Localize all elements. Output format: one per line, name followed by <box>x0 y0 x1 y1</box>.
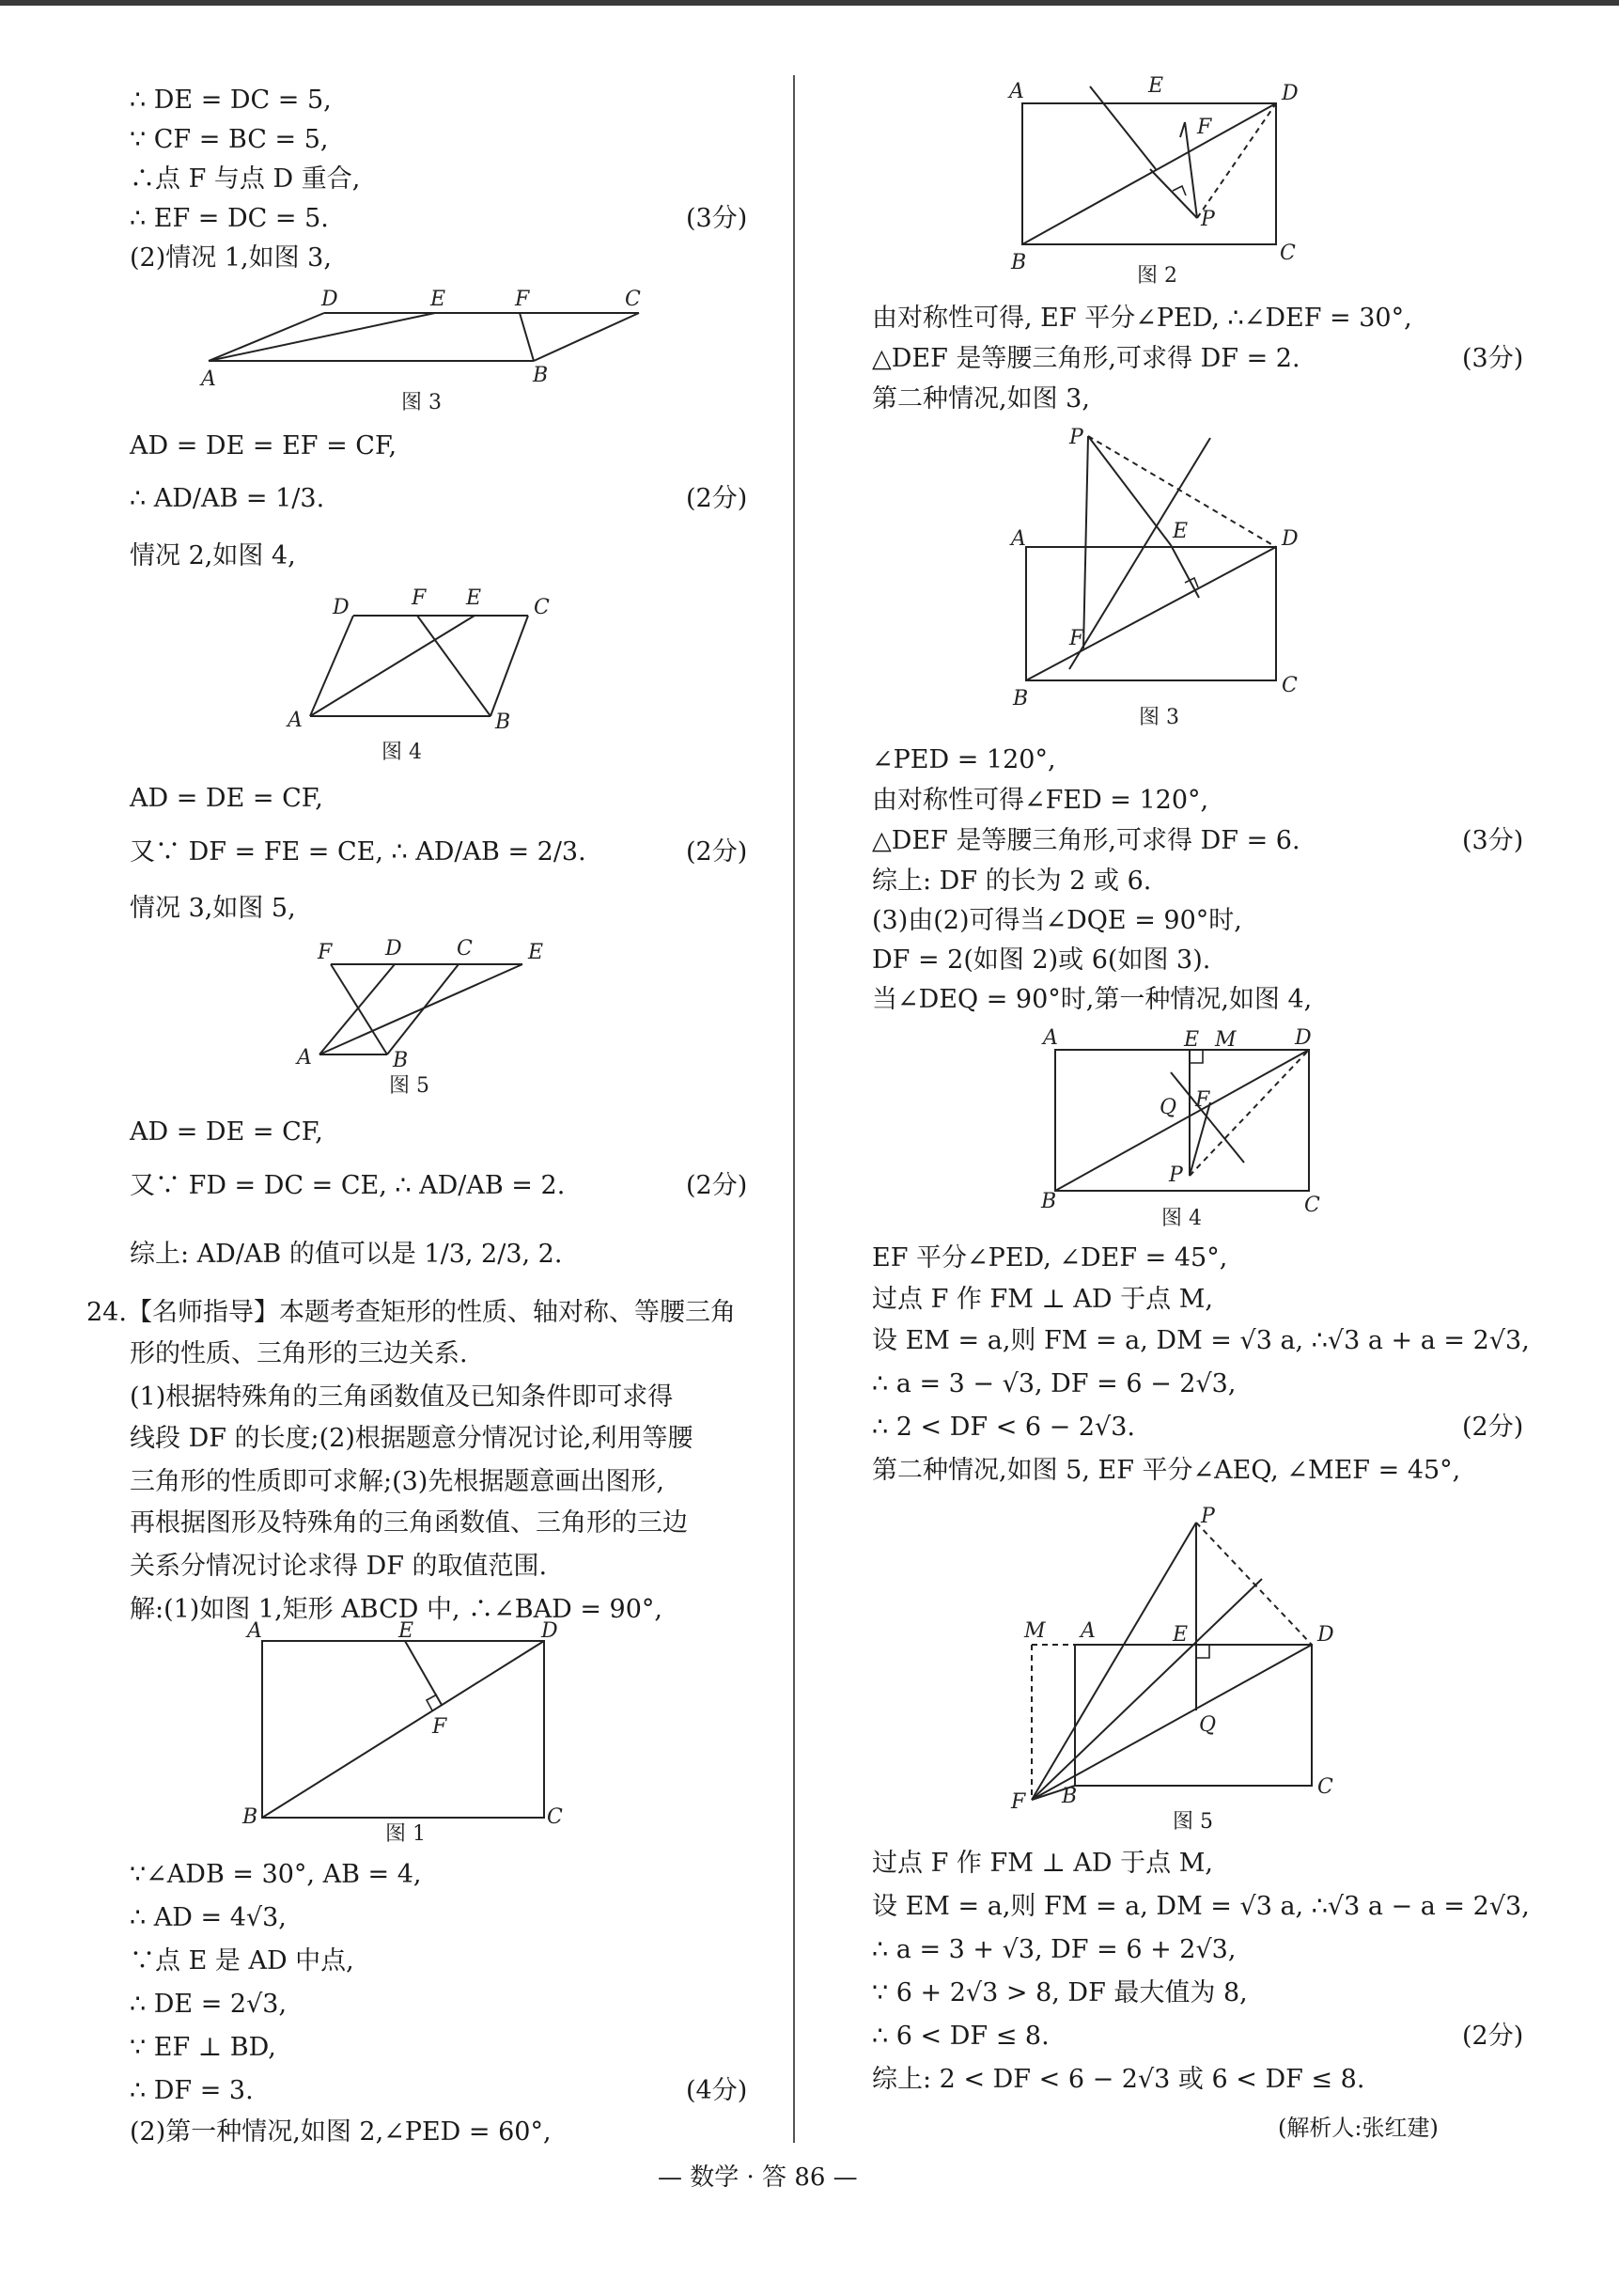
page-footer: — 数学 · 答 86 — <box>658 2163 858 2192</box>
label-F: F <box>1195 1088 1210 1112</box>
figure-2 <box>797 66 1619 291</box>
score: (3分) <box>1462 826 1524 855</box>
label-C: C <box>1317 1775 1333 1799</box>
label-E: E <box>1184 1028 1200 1052</box>
text-line: ∴ 2 < DF < 6 − 2√3. <box>872 1413 1136 1442</box>
label-Q: Q <box>1199 1713 1217 1737</box>
text-line: ∴ EF = DC = 5. <box>130 204 329 233</box>
label-D: D <box>1282 527 1299 551</box>
label-C: C <box>1304 1194 1320 1217</box>
text-line: (3)由(2)可得当∠DQE = 90°时, <box>872 906 1242 935</box>
label-F: F <box>515 288 530 311</box>
label-M: M <box>1215 1028 1237 1052</box>
text-line: EF 平分∠PED, ∠DEF = 45°, <box>872 1243 1228 1273</box>
text-line: ∵ CF = BC = 5, <box>130 125 329 154</box>
text-line: ∴ AD/AB = 1/3. <box>130 484 325 513</box>
text-line: 第二种情况,如图 5, EF 平分∠AEQ, ∠MEF = 45°, <box>872 1456 1461 1485</box>
text-line: DF = 2(如图 2)或 6(如图 3). <box>872 945 1211 975</box>
text-line: ∴ 6 < DF ≤ 8. <box>872 2022 1050 2051</box>
label-A: A <box>297 1046 312 1070</box>
label-C: C <box>547 1805 563 1829</box>
text-line: ∴点 F 与点 D 重合, <box>130 164 361 194</box>
label-D: D <box>1295 1026 1312 1050</box>
text-line: ∴ a = 3 + √3, DF = 6 + 2√3, <box>872 1935 1237 1964</box>
label-P: P <box>1201 208 1215 231</box>
text-line: 24.【名师指导】本题考查矩形的性质、轴对称、等腰三角 <box>86 1298 736 1327</box>
figure-caption: 图 3 <box>401 391 442 414</box>
label-E: E <box>430 288 446 311</box>
figure-caption: 图 4 <box>1161 1207 1202 1230</box>
text-line: 又∵ DF = FE = CE, ∴ AD/AB = 2/3. <box>130 837 586 867</box>
label-A: A <box>1043 1026 1058 1050</box>
text-line: 设 EM = a,则 FM = a, DM = √3 a, ∴√3 a + a = 2√3, <box>872 1326 1530 1355</box>
label-B: B <box>1062 1785 1078 1808</box>
score: (3分) <box>686 204 748 233</box>
text-line: 过点 F 作 FM ⊥ AD 于点 M, <box>872 1849 1213 1878</box>
label-Q: Q <box>1160 1096 1177 1119</box>
label-E: E <box>1173 520 1189 543</box>
label-E: E <box>466 586 482 610</box>
label-F: F <box>318 941 333 964</box>
figure-caption: 图 1 <box>385 1822 426 1846</box>
left-column <box>0 0 794 2218</box>
text-line: AD = DE = CF, <box>130 784 323 813</box>
text-line: △DEF 是等腰三角形,可求得 DF = 2. <box>872 344 1300 373</box>
score: (2分) <box>686 484 748 513</box>
column-divider <box>793 75 795 2143</box>
label-A: A <box>1009 80 1024 103</box>
text-line: 情况 2,如图 4, <box>130 541 296 570</box>
text-line: (2)情况 1,如图 3, <box>130 243 332 273</box>
text-line: ∴ DE = DC = 5, <box>130 86 332 115</box>
text-line: 第二种情况,如图 3, <box>872 384 1090 414</box>
label-A: A <box>247 1619 262 1643</box>
text-line: ∵ 6 + 2√3 > 8, DF 最大值为 8, <box>872 1978 1248 2007</box>
text-line: ∴ DE = 2√3, <box>130 1990 288 2019</box>
score: (3分) <box>1462 344 1524 373</box>
text-line: AD = DE = EF = CF, <box>130 431 397 461</box>
label-A: A <box>1081 1619 1096 1643</box>
label-F: F <box>432 1715 447 1739</box>
text-line: 当∠DEQ = 90°时,第一种情况,如图 4, <box>872 985 1313 1014</box>
figure-3 <box>0 282 794 432</box>
text-line: ∠PED = 120°, <box>872 745 1056 774</box>
label-B: B <box>1011 251 1027 274</box>
figure-4 <box>0 578 794 766</box>
label-D: D <box>541 1619 558 1643</box>
label-B: B <box>1041 1190 1057 1213</box>
text-line: 关系分情况讨论求得 DF 的取值范围. <box>130 1552 548 1581</box>
figure-5 <box>0 930 794 1100</box>
label-C: C <box>534 596 550 619</box>
label-D: D <box>333 596 350 619</box>
text-line: (1)根据特殊角的三角函数值及已知条件即可求得 <box>130 1382 674 1412</box>
label-F: F <box>1069 627 1084 650</box>
text-line: ∵点 E 是 AD 中点, <box>130 1946 354 1976</box>
label-F: F <box>1011 1790 1026 1814</box>
label-B: B <box>242 1805 258 1829</box>
text-line: ∴ DF = 3. <box>130 2076 254 2105</box>
text-line: 又∵ FD = DC = CE, ∴ AD/AB = 2. <box>130 1171 566 1200</box>
score: (2分) <box>686 1171 748 1200</box>
label-A: A <box>201 367 216 391</box>
figure-1 <box>0 1619 794 1851</box>
text-line: 解:(1)如图 1,矩形 ABCD 中, ∴∠BAD = 90°, <box>130 1595 662 1624</box>
label-P: P <box>1201 1505 1215 1528</box>
text-line: ∵ EF ⊥ BD, <box>130 2033 276 2062</box>
label-D: D <box>321 288 338 311</box>
score: (2分) <box>1462 1413 1524 1442</box>
label-M: M <box>1024 1619 1046 1643</box>
text-line: AD = DE = CF, <box>130 1117 323 1147</box>
text-line: (2)第一种情况,如图 2,∠PED = 60°, <box>130 2117 552 2147</box>
label-A: A <box>288 709 303 732</box>
label-B: B <box>1013 687 1029 711</box>
label-C: C <box>1280 242 1296 265</box>
text-line: 再根据图形及特殊角的三角函数值、三角形的三边 <box>130 1508 688 1538</box>
label-F: F <box>1197 116 1212 139</box>
label-P: P <box>1069 426 1083 449</box>
figure-5-right <box>797 1494 1619 1814</box>
text-line: 情况 3,如图 5, <box>130 894 296 923</box>
figure-caption: 图 2 <box>1137 264 1177 288</box>
text-line: 综上: DF 的长为 2 或 6. <box>872 867 1152 896</box>
label-A: A <box>1011 527 1026 551</box>
text-line: 设 EM = a,则 FM = a, DM = √3 a, ∴√3 a − a = 2√3, <box>872 1892 1530 1921</box>
label-C: C <box>1282 674 1298 697</box>
label-B: B <box>393 1049 409 1072</box>
label-E: E <box>528 941 544 964</box>
text-line: 过点 F 作 FM ⊥ AD 于点 M, <box>872 1285 1213 1314</box>
score: (2分) <box>1462 2022 1524 2051</box>
text-line: 线段 DF 的长度;(2)根据题意分情况讨论,利用等腰 <box>130 1424 693 1453</box>
right-column <box>797 0 1619 2218</box>
label-B: B <box>533 364 549 387</box>
label-P: P <box>1169 1164 1183 1187</box>
figure-caption: 图 5 <box>389 1074 429 1098</box>
figure-caption: 图 5 <box>1173 1810 1213 1834</box>
text-line: △DEF 是等腰三角形,可求得 DF = 6. <box>872 826 1300 855</box>
score: (2分) <box>686 837 748 867</box>
analyst-signature: (解析人:张红建) <box>1278 2115 1439 2141</box>
text-line: 由对称性可得∠FED = 120°, <box>872 786 1209 815</box>
figure-caption: 图 4 <box>381 741 422 764</box>
label-C: C <box>457 937 473 961</box>
label-D: D <box>1317 1623 1334 1647</box>
text-line: 综上: AD/AB 的值可以是 1/3, 2/3, 2. <box>130 1240 563 1269</box>
figure-caption: 图 3 <box>1139 706 1179 729</box>
label-D: D <box>1282 82 1299 105</box>
text-line: ∴ AD = 4√3, <box>130 1903 287 1932</box>
label-E: E <box>1148 74 1164 98</box>
label-C: C <box>625 288 641 311</box>
text-line: 综上: 2 < DF < 6 − 2√3 或 6 < DF ≤ 8. <box>872 2065 1365 2094</box>
label-F: F <box>412 586 427 610</box>
text-line: 由对称性可得, EF 平分∠PED, ∴∠DEF = 30°, <box>872 304 1412 333</box>
text-line: 三角形的性质即可求解;(3)先根据题意画出图形, <box>130 1467 664 1496</box>
text-line: ∵∠ADB = 30°, AB = 4, <box>130 1860 422 1889</box>
label-E: E <box>1173 1623 1189 1647</box>
figure-3-right <box>797 423 1619 733</box>
label-B: B <box>495 711 511 734</box>
label-E: E <box>398 1619 414 1643</box>
figure-4-right <box>797 1020 1619 1230</box>
text-line: 形的性质、三角形的三边关系. <box>130 1339 468 1368</box>
label-D: D <box>385 937 402 961</box>
text-line: ∴ a = 3 − √3, DF = 6 − 2√3, <box>872 1369 1237 1398</box>
score: (4分) <box>686 2076 748 2105</box>
